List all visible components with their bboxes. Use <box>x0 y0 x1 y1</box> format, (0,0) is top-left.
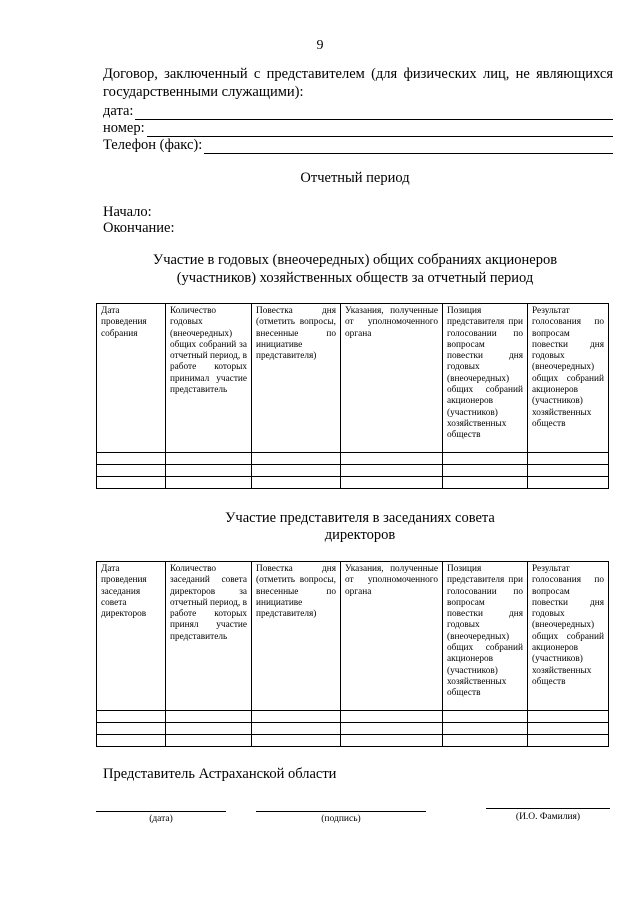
page-number: 9 <box>316 38 324 53</box>
contract-phone-line <box>204 141 613 154</box>
name-caption: (И.О. Фамилия) <box>515 812 581 822</box>
contract-number-field <box>103 120 613 137</box>
table-row <box>97 735 609 747</box>
name-signature-line <box>486 808 610 809</box>
contract-date-label: дата: <box>103 103 134 119</box>
contract-number-line <box>147 124 613 137</box>
contract-date-field <box>103 103 613 120</box>
sign-signature-line <box>256 811 426 812</box>
board-meetings-table <box>96 561 609 747</box>
header-cell: Дата проведения заседания совета директоров <box>97 562 166 711</box>
header-cell: Повестка дня (отметить вопросы, внесенные по инициативе представителя) <box>252 562 341 711</box>
period-end-label: Окончание: <box>103 220 175 236</box>
table-row <box>97 453 609 465</box>
contract-date-line <box>135 107 613 120</box>
header-cell: Количество заседаний совета директоров за отчетный период, в работе которых принял участие представитель <box>166 562 252 711</box>
contract-text: Договор, заключенный с представителем (для физических лиц, не являющихся государственными служащими): <box>103 66 613 100</box>
table-row <box>97 711 609 723</box>
shareholder-meetings-table <box>96 303 609 489</box>
period-start-label: Начало: <box>103 204 152 220</box>
contract-phone-field <box>103 137 613 154</box>
header-cell: Повестка дня (отметить вопросы, внесенные по инициативе представителя) <box>252 304 341 453</box>
section2-title-line2: директоров <box>324 527 396 543</box>
table-row <box>97 465 609 477</box>
sign-caption: (подпись) <box>321 814 361 824</box>
table-row <box>97 477 609 489</box>
section1-title-line2: (участников) хозяйственных обществ за отчетный период <box>176 270 534 286</box>
contract-number-label: номер: <box>103 120 145 136</box>
header-cell: Результат голосования по вопросам повестки дня годовых (внеочередных) общих собраний акционеров (участников) хозяйственных обществ <box>528 562 609 711</box>
table-row <box>97 723 609 735</box>
contract-phone-label: Телефон (факс): <box>103 137 203 153</box>
date-caption: (дата) <box>149 814 173 824</box>
header-cell: Указания, полученные от уполномоченного органа <box>341 304 443 453</box>
header-cell: Позиция представителя при голосовании по вопросам повестки дня годовых (внеочередных) общих собраний акционеров (участников) хозяйственных обществ <box>443 562 528 711</box>
header-cell: Результат голосования по вопросам повестки дня годовых (внеочередных) общих собраний акционеров (участников) хозяйственных обществ <box>528 304 609 453</box>
table-header-row <box>97 304 609 453</box>
header-cell: Количество годовых (внеочередных) общих собраний за отчетный период, в работе которых принимал участие представитель <box>166 304 252 453</box>
header-cell: Позиция представителя при голосовании по вопросам повестки дня годовых (внеочередных) общих собраний акционеров (участников) хозяйственных обществ <box>443 304 528 453</box>
header-cell: Дата проведения собрания <box>97 304 166 453</box>
section1-title-line1: Участие в годовых (внеочередных) общих собраниях акционеров <box>152 252 558 268</box>
table-header-row <box>97 562 609 711</box>
representative-title: Представитель Астраханской области <box>103 766 337 782</box>
section2-title-line1: Участие представителя в заседаниях совета <box>225 510 495 526</box>
date-signature-line <box>96 811 226 812</box>
header-cell: Указания, полученные от уполномоченного органа <box>341 562 443 711</box>
report-period-title: Отчетный период <box>300 170 410 186</box>
